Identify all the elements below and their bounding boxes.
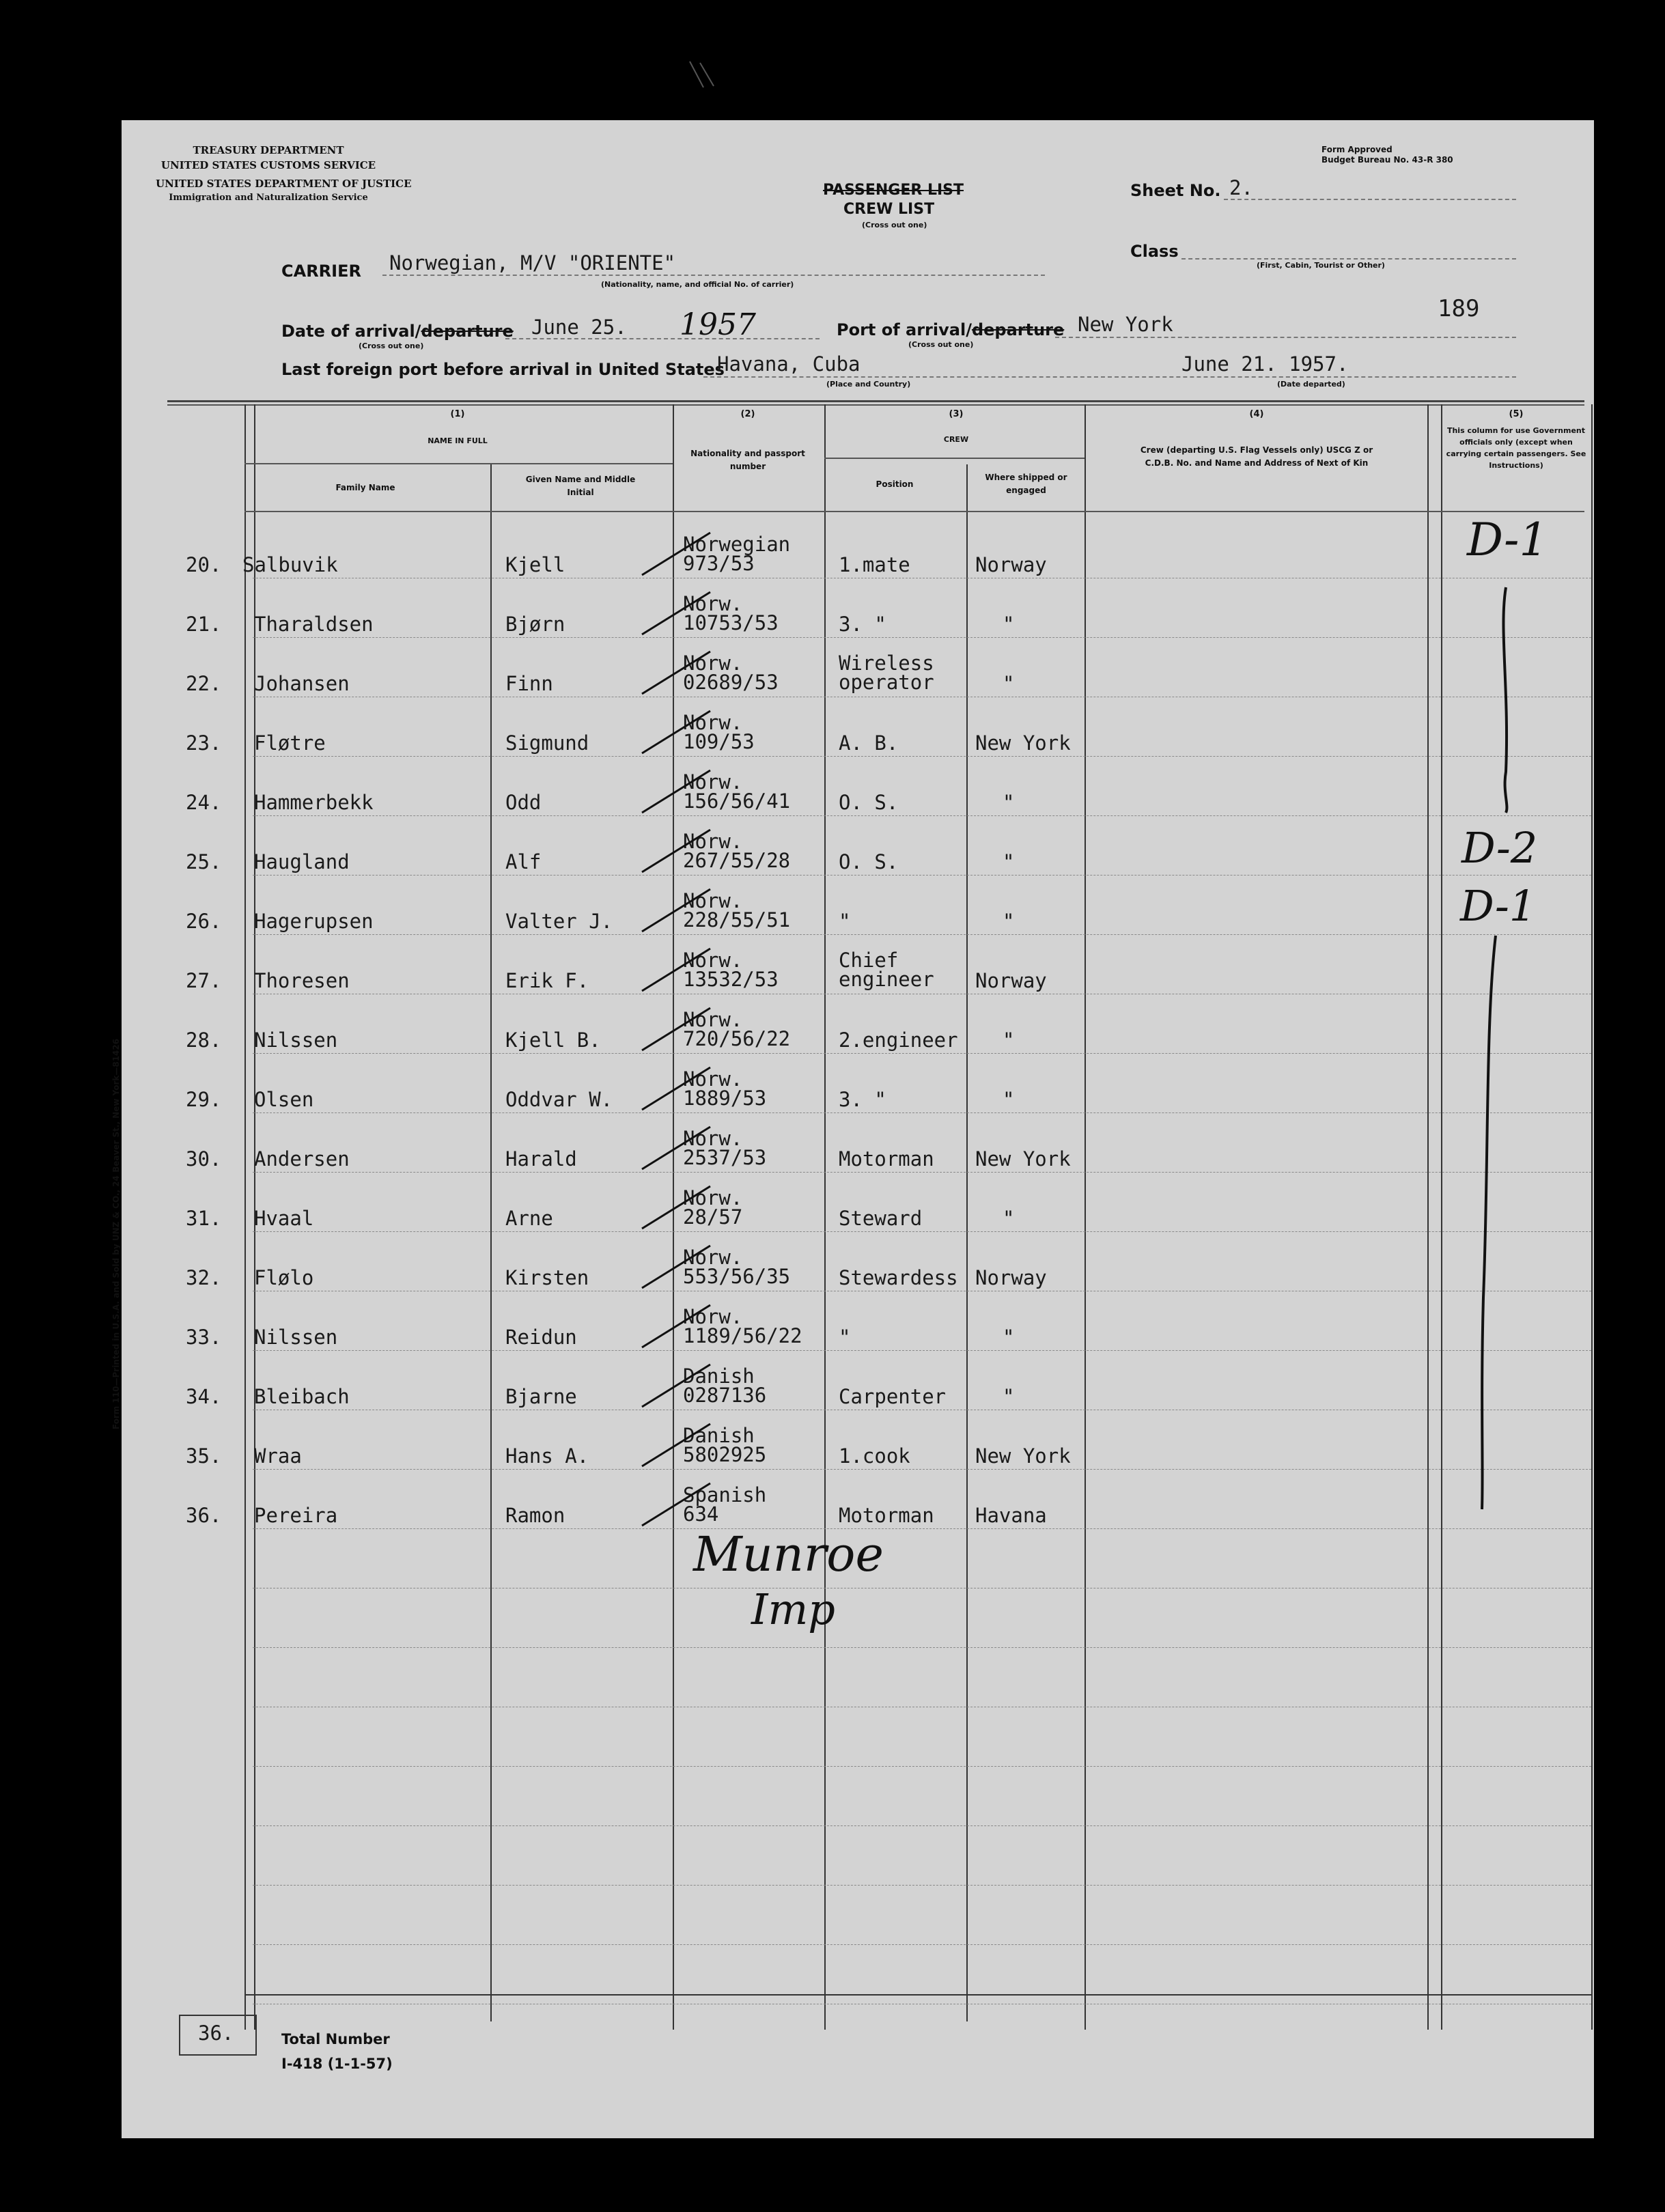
col2-number: (2): [740, 409, 755, 419]
foreign-port-value: Havana, Cuba: [717, 352, 861, 376]
passport-number: 5802925: [683, 1443, 767, 1466]
passport-number: 02689/53: [683, 671, 779, 694]
given-name: Kjell B.: [505, 1028, 601, 1052]
col3a-position: Position: [876, 479, 914, 489]
passport-number: 1889/53: [683, 1087, 767, 1110]
family-name: Hagerupsen: [254, 910, 374, 933]
nationality: Norw.: [683, 1008, 743, 1031]
passport-number: 720/56/22: [683, 1027, 791, 1050]
family-name: Andersen: [254, 1147, 350, 1171]
where-shipped: ": [1003, 1326, 1015, 1349]
given-name: Odd: [505, 791, 542, 814]
foreign-port-note: (Place and Country): [826, 380, 911, 389]
row-number: 32.: [186, 1266, 222, 1289]
nationality: Spanish: [683, 1483, 767, 1507]
position: Steward: [839, 1207, 923, 1230]
check-slash-mark: [642, 1186, 710, 1229]
row-number: 27.: [186, 969, 222, 992]
total-number-label: Total Number: [281, 2031, 390, 2047]
where-shipped: ": [1003, 910, 1015, 933]
position: 3. ": [839, 613, 886, 636]
nationality: Norw.: [683, 889, 743, 912]
row-number: 25.: [186, 850, 222, 873]
given-name: Ramon: [505, 1504, 565, 1527]
form-approved: Form Approved: [1321, 145, 1393, 154]
given-name: Kirsten: [505, 1266, 589, 1289]
position-line-2: engineer: [839, 968, 934, 991]
check-slash-mark: [642, 711, 710, 753]
arrival-year-handwritten: 1957: [680, 307, 756, 342]
given-name: Finn: [505, 672, 553, 695]
col3-number: (3): [949, 409, 964, 419]
carrier-value: Norwegian, M/V "ORIENTE": [389, 251, 676, 275]
nationality: Norw.: [683, 770, 743, 794]
carrier-note: (Nationality, name, and official No. of carrier): [601, 280, 794, 289]
row-number: 21.: [186, 613, 222, 636]
passport-number: 634: [683, 1502, 719, 1526]
position: 2.engineer: [839, 1028, 958, 1052]
class-note: (First, Cabin, Tourist or Other): [1257, 261, 1385, 270]
annotation-d1-mid: D-1: [1460, 881, 1537, 931]
position: Chief: [839, 949, 899, 972]
passport-number: 10753/53: [683, 611, 779, 634]
given-name: Valter J.: [505, 910, 613, 933]
position: Motorman: [839, 1147, 934, 1171]
where-shipped: ": [1003, 1088, 1015, 1111]
col1-number: (1): [450, 409, 465, 419]
where-shipped: ": [1003, 1028, 1015, 1052]
nationality: Norw.: [683, 1246, 743, 1269]
nationality: Norwegian: [683, 533, 791, 556]
inspector-initials: Imp: [751, 1584, 835, 1634]
arrival-date: June 25.: [531, 316, 627, 339]
inspector-signature: Munroe: [693, 1526, 884, 1582]
given-name: Bjørn: [505, 613, 565, 636]
nationality: Danish: [683, 1424, 755, 1447]
passport-number: 156/56/41: [683, 789, 791, 813]
given-name: Kjell: [505, 553, 565, 576]
nationality: Norw.: [683, 830, 743, 853]
col1a-family-name: Family Name: [335, 483, 395, 492]
check-slash-mark: [642, 830, 710, 872]
port-label: Port of arrival/departure: [837, 320, 1065, 339]
given-name: Oddvar W.: [505, 1088, 613, 1111]
given-name: Sigmund: [505, 731, 589, 755]
family-name: Pereira: [254, 1504, 338, 1527]
given-name: Hans A.: [505, 1444, 589, 1468]
total-number-value: 36.: [198, 2021, 234, 2045]
row-number: 22.: [186, 672, 222, 695]
check-slash-mark: [642, 1364, 710, 1407]
passport-number: 109/53: [683, 730, 755, 753]
given-name: Alf: [505, 850, 542, 873]
family-name: Salbuvik: [242, 553, 338, 576]
col1b-given-name: Given Name and Middle Initial: [525, 475, 636, 497]
page-stamp-number: 189: [1438, 295, 1480, 322]
nationality: Danish: [683, 1364, 755, 1388]
nationality: Norw.: [683, 592, 743, 615]
check-slash-mark: [642, 592, 710, 634]
position: 3. ": [839, 1088, 886, 1111]
nationality: Norw.: [683, 711, 743, 734]
position: Carpenter: [839, 1385, 947, 1408]
sheet-number: 2.: [1229, 176, 1253, 199]
where-shipped: ": [1003, 791, 1015, 814]
nationality: Norw.: [683, 652, 743, 675]
position: O. S.: [839, 791, 899, 814]
row-number: 20.: [186, 553, 222, 576]
arrival-label: Date of arrival/departure: [281, 322, 514, 341]
where-shipped: New York: [975, 1444, 1071, 1468]
where-shipped: New York: [975, 731, 1071, 755]
given-name: Reidun: [505, 1326, 577, 1349]
agency-line-1: TREASURY DEPARTMENT: [193, 144, 344, 156]
family-name: Tharaldsen: [254, 613, 374, 636]
nationality: Norw.: [683, 1067, 743, 1091]
nationality: Norw.: [683, 1305, 743, 1328]
row-number: 33.: [186, 1326, 222, 1349]
position: Motorman: [839, 1504, 934, 1527]
check-slash-mark: [642, 1127, 710, 1169]
where-shipped: New York: [975, 1147, 1071, 1171]
col3b-where-shipped: Where shipped or engaged: [985, 473, 1067, 495]
check-slash-mark: [642, 889, 710, 932]
check-slash-mark: [642, 770, 710, 813]
where-shipped: Norway: [975, 1266, 1047, 1289]
row-number: 36.: [186, 1504, 222, 1527]
agency-line-4: Immigration and Naturalization Service: [169, 193, 368, 203]
col3-title: CREW: [943, 435, 969, 444]
check-slash-mark: [642, 533, 710, 575]
position: Stewardess: [839, 1266, 958, 1289]
given-name: Bjarne: [505, 1385, 577, 1408]
family-name: Flølo: [254, 1266, 314, 1289]
row-number: 30.: [186, 1147, 222, 1171]
carrier-label: CARRIER: [281, 262, 361, 281]
row-number: 23.: [186, 731, 222, 755]
given-name: Arne: [505, 1207, 553, 1230]
col5-number: (5): [1509, 409, 1524, 419]
departure-date: June 21. 1957.: [1181, 352, 1349, 376]
passport-number: 267/55/28: [683, 849, 791, 872]
passport-number: 2537/53: [683, 1146, 767, 1169]
arrival-note: (Cross out one): [359, 341, 424, 350]
passport-number: 553/56/35: [683, 1265, 791, 1288]
family-name: Thoresen: [254, 969, 350, 992]
nationality: Norw.: [683, 1186, 743, 1209]
form-number: I-418 (1-1-57): [281, 2056, 393, 2072]
check-slash-mark: [642, 652, 710, 694]
where-shipped: ": [1003, 672, 1015, 695]
where-shipped: ": [1003, 1207, 1015, 1230]
col5-title: This column for use Government officials only (except when carrying certain passengers. See Instructions): [1446, 426, 1586, 470]
col1-title: NAME IN FULL: [428, 436, 488, 445]
col2-title: Nationality and passport number: [690, 449, 805, 471]
position-line-2: operator: [839, 671, 934, 694]
passport-number: 0287136: [683, 1384, 767, 1407]
family-name: Haugland: [254, 850, 350, 873]
departure-date-note: (Date departed): [1277, 380, 1345, 389]
row-number: 31.: [186, 1207, 222, 1230]
foreign-port-label: Last foreign port before arrival in United States: [281, 360, 725, 379]
family-name: Wraa: [254, 1444, 302, 1468]
nationality: Norw.: [683, 949, 743, 972]
position: 1.mate: [839, 553, 910, 576]
where-shipped: Norway: [975, 969, 1047, 992]
agency-line-3: UNITED STATES DEPARTMENT OF JUSTICE: [156, 178, 412, 190]
check-slash-mark: [642, 1067, 710, 1110]
where-shipped: Norway: [975, 553, 1047, 576]
check-slash-mark: [642, 949, 710, 991]
position: A. B.: [839, 731, 899, 755]
agency-line-2: UNITED STATES CUSTOMS SERVICE: [160, 159, 376, 171]
row-number: 26.: [186, 910, 222, 933]
check-slash-mark: [642, 1246, 710, 1288]
family-name: Olsen: [254, 1088, 314, 1111]
where-shipped: ": [1003, 850, 1015, 873]
position: O. S.: [839, 850, 899, 873]
annotation-d1-top: D-1: [1467, 514, 1548, 566]
row-number: 35.: [186, 1444, 222, 1468]
family-name: Bleibach: [254, 1385, 350, 1408]
row-number: 34.: [186, 1385, 222, 1408]
passport-number: 28/57: [683, 1205, 743, 1229]
check-slash-mark: [642, 1424, 710, 1466]
class-label: Class: [1130, 242, 1179, 261]
row-number: 24.: [186, 791, 222, 814]
position: 1.cook: [839, 1444, 910, 1468]
passport-number: 1189/56/22: [683, 1324, 802, 1347]
passenger-list-struck: PASSENGER LIST: [823, 182, 964, 199]
given-name: Harald: [505, 1147, 577, 1171]
position: ": [839, 1326, 851, 1349]
family-name: Hvaal: [254, 1207, 314, 1230]
family-name: Nilssen: [254, 1028, 338, 1052]
annotation-d2: D-2: [1461, 823, 1538, 873]
family-name: Hammerbekk: [254, 791, 374, 814]
passport-number: 228/55/51: [683, 908, 791, 932]
passport-number: 973/53: [683, 552, 755, 575]
row-number: 28.: [186, 1028, 222, 1052]
family-name: Johansen: [254, 672, 350, 695]
nationality: Norw.: [683, 1127, 743, 1150]
where-shipped: ": [1003, 613, 1015, 636]
col4-title: Crew (departing U.S. Flag Vessels only) USCG Z or C.D.B. No. and Name and Address of Next of Kin: [1140, 445, 1373, 468]
crew-list-title: CREW LIST: [843, 201, 935, 218]
port-note: (Cross out one): [908, 340, 974, 349]
col4-number: (4): [1249, 409, 1264, 419]
budget-bureau-number: Budget Bureau No. 43-R 380: [1321, 155, 1453, 165]
position: ": [839, 910, 851, 933]
family-name: Nilssen: [254, 1326, 338, 1349]
sheet-label: Sheet No.: [1130, 181, 1221, 200]
row-number: 29.: [186, 1088, 222, 1111]
where-shipped: Havana: [975, 1504, 1047, 1527]
given-name: Erik F.: [505, 969, 589, 992]
check-slash-mark: [642, 1008, 710, 1050]
printer-imprint: Form 110—Printed in U.S.A. and Sold by UNZ & CO., 24 Beaver St., New York—81426: [111, 1038, 121, 1430]
check-slash-mark: [642, 1483, 710, 1526]
cross-out-note: (Cross out one): [862, 221, 927, 229]
where-shipped: ": [1003, 1385, 1015, 1408]
port-value: New York: [1078, 313, 1173, 336]
check-slash-mark: [642, 1305, 710, 1347]
family-name: Fløtre: [254, 731, 326, 755]
passport-number: 13532/53: [683, 968, 779, 991]
position: Wireless: [839, 652, 934, 675]
